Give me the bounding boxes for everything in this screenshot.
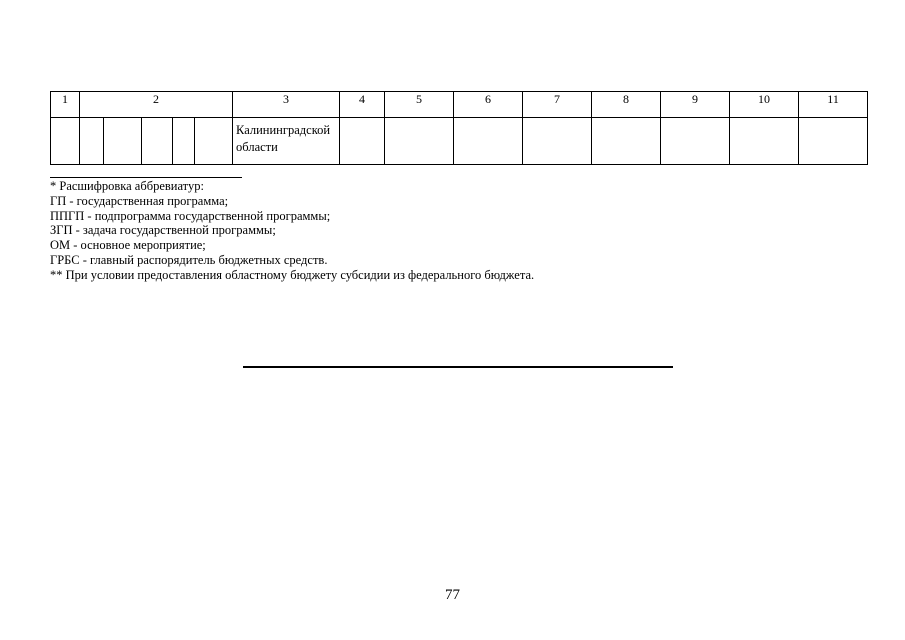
header-cell: 7 xyxy=(523,92,592,118)
table-cell xyxy=(142,118,173,165)
table-row xyxy=(51,118,868,165)
page-number: 77 xyxy=(445,587,460,603)
table-cell xyxy=(195,118,233,165)
footnote-line: ГП - государственная программа; xyxy=(50,193,229,208)
footnotes-title: * Расшифровка аббревиатур: xyxy=(50,179,204,193)
table-cell xyxy=(523,118,592,165)
header-cell: 4 xyxy=(340,92,385,118)
footnotes xyxy=(50,179,534,283)
header-cell: 9 xyxy=(661,92,730,118)
section-end-rule xyxy=(243,366,673,368)
footnote-line: ** При условии предоставления областному бюджету субсидии из федерального бюджета. xyxy=(50,267,535,282)
table-cell xyxy=(799,118,868,165)
table-cell xyxy=(340,118,385,165)
footnote-separator xyxy=(50,177,242,178)
header-cell: 3 xyxy=(233,92,340,118)
table-cell xyxy=(592,118,661,165)
header-cell: 10 xyxy=(730,92,799,118)
header-cell: 1 xyxy=(51,92,80,118)
footnote-line: ЗГП - задача государственной программы; xyxy=(50,223,276,238)
table-header-row xyxy=(51,92,868,118)
table-cell xyxy=(385,118,454,165)
footnote-line: ОМ - основное мероприятие; xyxy=(50,238,206,253)
table-cell xyxy=(104,118,142,165)
footnote-line: ППГП - подпрограмма государственной программы; xyxy=(50,208,331,223)
footnote-line: ГРБС - главный распорядитель бюджетных средств. xyxy=(50,252,328,267)
header-cell: 2 xyxy=(80,92,233,118)
table-cell xyxy=(730,118,799,165)
data-table xyxy=(50,91,868,165)
table-cell xyxy=(173,118,195,165)
table-cell xyxy=(661,118,730,165)
header-cell: 6 xyxy=(454,92,523,118)
region-name-cell: Калининградской области xyxy=(233,118,340,165)
table-cell xyxy=(454,118,523,165)
table-cell xyxy=(51,118,80,165)
header-cell: 11 xyxy=(799,92,868,118)
header-cell: 5 xyxy=(385,92,454,118)
table-cell xyxy=(80,118,104,165)
header-cell: 8 xyxy=(592,92,661,118)
